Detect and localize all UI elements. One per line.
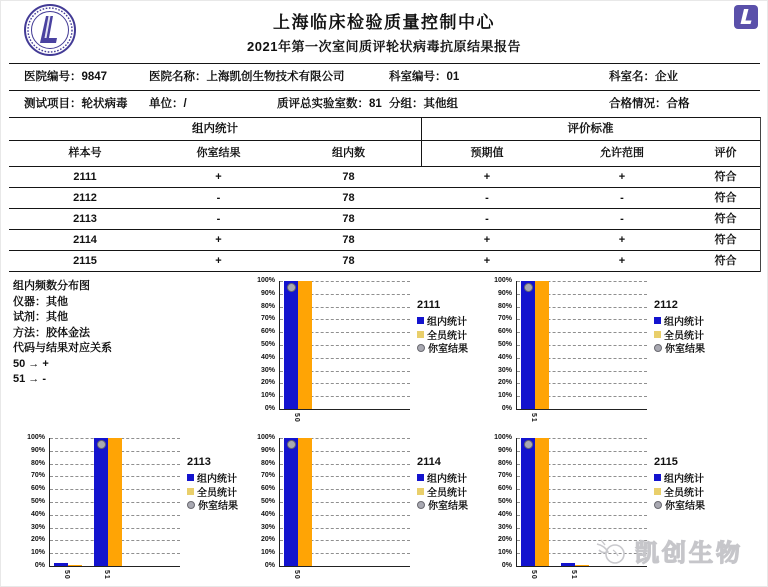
y-tick-label: 60% <box>260 328 275 336</box>
legend-square-icon <box>654 317 661 324</box>
table-cell: 2111 <box>73 171 97 183</box>
chart-plot <box>49 438 180 567</box>
y-tick-label: 40% <box>30 510 45 518</box>
x-tick-label: 50 <box>293 570 300 580</box>
y-tick-label: 0% <box>501 562 512 569</box>
legend-item <box>187 471 238 485</box>
your-result-marker-icon <box>524 440 533 449</box>
group-header: 组内统计 <box>192 123 238 135</box>
column-header: 你室结果 <box>196 147 241 159</box>
legend-label: 组内统计 <box>197 474 237 486</box>
chart-legend <box>187 456 238 512</box>
legend-label: 组内统计 <box>664 317 704 329</box>
y-tick-label: 50% <box>30 498 45 505</box>
table-group-header-row <box>9 118 760 141</box>
page-title: 上海临床检验质量控制中心 <box>273 13 495 32</box>
y-tick-label: 20% <box>497 536 512 544</box>
legend-label: 全员统计 <box>664 330 704 342</box>
y-tick-label: 70% <box>30 472 45 480</box>
x-tick-label: 50 <box>293 413 300 423</box>
table-cell: 符合 <box>714 255 737 267</box>
legend-label: 全员统计 <box>664 487 704 499</box>
y-tick-label: 30% <box>260 523 275 531</box>
legend-item <box>654 341 705 355</box>
column-header: 样本号 <box>68 147 102 159</box>
x-tick-label: 51 <box>103 570 110 580</box>
legend-item <box>417 314 468 328</box>
info-item: 单位：/ <box>149 98 187 110</box>
y-tick-label: 80% <box>260 302 275 310</box>
bar-group-stat <box>521 281 535 409</box>
legend-dot-icon <box>187 501 195 509</box>
legend-label: 你室结果 <box>198 501 238 513</box>
y-tick-label: 50% <box>260 341 275 348</box>
bar-overall-stat <box>298 438 312 566</box>
y-tick-label: 50% <box>497 498 512 505</box>
table-cell: 78 <box>342 192 355 204</box>
y-tick-label: 90% <box>497 446 512 454</box>
legend-square-icon <box>417 317 424 324</box>
legend-item <box>417 485 468 499</box>
chart-legend <box>654 299 705 355</box>
table-cell: 2113 <box>73 213 97 225</box>
notes-line: 代码与结果对应关系 <box>13 342 112 354</box>
table-cell: + <box>215 234 222 246</box>
info-item: 质评总实验室数：81 <box>277 98 382 110</box>
y-tick-label: 10% <box>30 549 45 557</box>
chart-2114 <box>241 432 469 587</box>
brand-logo-icon <box>734 5 758 29</box>
y-tick-label: 70% <box>260 472 275 480</box>
y-tick-label: 70% <box>497 315 512 323</box>
y-tick-label: 10% <box>260 392 275 400</box>
y-tick-label: 60% <box>260 485 275 493</box>
column-header: 评价 <box>714 147 737 159</box>
table-row <box>9 230 760 251</box>
legend-label: 你室结果 <box>428 344 468 356</box>
watermark-text: 凯创生物 <box>635 540 743 567</box>
table-row <box>9 167 760 188</box>
y-tick-label: 90% <box>260 446 275 454</box>
legend-square-icon <box>654 331 661 338</box>
bar-overall-stat <box>535 438 549 566</box>
table-cell: + <box>618 255 626 267</box>
legend-label: 全员统计 <box>197 487 237 499</box>
legend-dot-icon <box>654 501 662 509</box>
y-tick-label: 80% <box>497 459 512 467</box>
y-tick-label: 30% <box>30 523 45 531</box>
y-tick-label: 20% <box>260 536 275 544</box>
watermark <box>593 533 743 568</box>
column-header: 组内数 <box>332 147 365 159</box>
notes-block <box>13 279 112 388</box>
legend-square-icon <box>654 488 661 495</box>
table-row <box>9 251 760 272</box>
y-tick-label: 30% <box>260 366 275 374</box>
y-tick-label: 50% <box>497 341 512 348</box>
group-header: 评价标准 <box>567 123 614 135</box>
y-tick-label: 0% <box>501 405 512 412</box>
y-tick-label: 100% <box>257 434 275 441</box>
notes-title: 组内频数分布图 <box>13 280 90 292</box>
y-tick-label: 10% <box>497 549 512 557</box>
table-cell: - <box>216 192 221 204</box>
x-tick-label: 50 <box>63 570 70 580</box>
legend-square-icon <box>417 474 424 481</box>
legend-item <box>417 498 468 512</box>
table-cell: + <box>483 234 491 246</box>
table-header-row <box>9 141 760 167</box>
y-tick-label: 100% <box>257 277 275 284</box>
table-cell: - <box>216 213 221 225</box>
table-header-divider <box>421 118 422 167</box>
y-tick-label: 0% <box>264 562 275 569</box>
info-item: 科室名：企业 <box>609 71 678 83</box>
chart-id-label: 2113 <box>187 456 211 468</box>
notes-line: 仪器：其他 <box>13 295 68 308</box>
table-cell: 2115 <box>73 255 97 267</box>
column-header: 允许范围 <box>600 147 644 159</box>
chart-legend <box>654 456 705 512</box>
bar-overall-stat <box>535 281 549 409</box>
legend-item <box>654 485 705 499</box>
legend-dot-icon <box>654 344 662 352</box>
chart-id-label: 2115 <box>654 456 678 468</box>
legend-item <box>187 498 238 512</box>
table-cell: + <box>483 171 491 183</box>
legend-label: 组内统计 <box>427 474 467 486</box>
y-tick-label: 30% <box>497 366 512 374</box>
bar-group-stat <box>284 438 298 566</box>
table-cell: 78 <box>342 255 355 267</box>
legend-square-icon <box>417 331 424 338</box>
y-tick-label: 60% <box>497 328 512 336</box>
y-tick-label: 50% <box>260 498 275 505</box>
legend-dot-icon <box>417 344 425 352</box>
info-item: 医院编号：9847 <box>24 71 108 83</box>
legend-label: 你室结果 <box>665 501 705 513</box>
y-tick-label: 60% <box>30 485 45 493</box>
y-tick-label: 40% <box>497 510 512 518</box>
legend-item <box>417 328 468 342</box>
chart-plot <box>279 281 410 410</box>
bar-group-stat <box>54 563 68 566</box>
table-cell: 符合 <box>714 234 737 246</box>
table-cell: + <box>618 171 626 183</box>
y-tick-label: 20% <box>497 379 512 387</box>
y-tick-label: 10% <box>260 549 275 557</box>
your-result-marker-icon <box>97 440 106 449</box>
chart-id-label: 2111 <box>417 299 441 311</box>
legend-square-icon <box>654 474 661 481</box>
report-table <box>9 117 761 272</box>
legend-square-icon <box>417 488 424 495</box>
table-cell: 符合 <box>714 171 737 183</box>
bar-overall-stat <box>575 565 589 566</box>
chart-id-label: 2114 <box>417 456 441 468</box>
info-item: 合格情况：合格 <box>609 98 690 110</box>
chart-2112 <box>478 275 706 431</box>
watermark-bird-icon <box>593 534 629 568</box>
legend-dot-icon <box>417 501 425 509</box>
table-cell: 2114 <box>73 234 97 246</box>
y-tick-label: 30% <box>497 523 512 531</box>
chart-legend <box>417 456 468 512</box>
chart-2111 <box>241 275 469 431</box>
report-subtitle: 2021年第一次室间质评轮状病毒抗原结果报告 <box>247 39 521 54</box>
table-cell: 78 <box>342 171 355 183</box>
table-row <box>9 188 760 209</box>
info-row-2 <box>9 90 760 118</box>
bar-overall-stat <box>108 438 122 566</box>
column-header: 预期值 <box>470 147 504 159</box>
table-cell: 符合 <box>714 192 737 204</box>
legend-label: 组内统计 <box>664 474 704 486</box>
chart-2113 <box>11 432 239 587</box>
chart-plot <box>279 438 410 567</box>
x-tick-label: 50 <box>530 570 537 580</box>
bar-overall-stat <box>298 281 312 409</box>
y-tick-label: 100% <box>27 434 45 441</box>
info-item: 分组：其他组 <box>389 98 458 110</box>
your-result-marker-icon <box>287 440 296 449</box>
legend-item <box>654 328 705 342</box>
table-cell: + <box>618 234 626 246</box>
your-result-marker-icon <box>287 283 296 292</box>
y-tick-label: 90% <box>30 446 45 454</box>
legend-item <box>654 471 705 485</box>
info-item: 测试项目：轮状病毒 <box>24 98 128 110</box>
y-tick-label: 20% <box>260 379 275 387</box>
y-tick-label: 100% <box>494 277 512 284</box>
x-tick-label: 51 <box>570 570 577 580</box>
legend-square-icon <box>187 488 194 495</box>
y-tick-label: 40% <box>497 353 512 361</box>
y-tick-label: 80% <box>497 302 512 310</box>
notes-line: 方法：胶体金法 <box>13 326 90 339</box>
notes-line: 51 → - <box>13 373 47 385</box>
table-cell: 78 <box>342 213 355 225</box>
bar-group-stat <box>94 438 108 566</box>
y-tick-label: 0% <box>34 562 45 569</box>
info-item: 科室编号：01 <box>389 71 460 83</box>
y-tick-label: 70% <box>260 315 275 323</box>
table-cell: - <box>485 192 489 204</box>
notes-line: 试剂：其他 <box>13 311 68 323</box>
y-tick-label: 70% <box>497 472 512 480</box>
bar-group-stat <box>284 281 298 409</box>
your-result-marker-icon <box>524 283 533 292</box>
table-cell: + <box>215 255 222 267</box>
info-item: 医院名称：上海凯创生物技术有限公司 <box>149 71 345 83</box>
y-tick-label: 0% <box>264 405 275 412</box>
y-tick-label: 40% <box>260 510 275 518</box>
table-cell: 78 <box>342 234 355 246</box>
x-tick-label: 51 <box>530 413 537 423</box>
table-cell: + <box>215 171 222 183</box>
legend-label: 组内统计 <box>427 317 467 329</box>
legend-label: 全员统计 <box>427 487 467 499</box>
chart-plot <box>516 281 647 410</box>
y-tick-label: 90% <box>497 289 512 297</box>
table-cell: - <box>620 192 624 204</box>
table-row <box>9 209 760 230</box>
y-tick-label: 80% <box>260 459 275 467</box>
y-tick-label: 20% <box>30 536 45 544</box>
table-cell: 2112 <box>73 192 97 204</box>
chart-legend <box>417 299 468 355</box>
y-tick-label: 80% <box>30 459 45 467</box>
info-row-1 <box>9 63 760 91</box>
bar-group-stat <box>561 563 575 566</box>
y-tick-label: 100% <box>494 434 512 441</box>
legend-item <box>417 341 468 355</box>
bar-group-stat <box>521 438 535 566</box>
table-cell: - <box>485 213 489 225</box>
legend-item <box>187 485 238 499</box>
notes-line: 50 → + <box>13 357 49 370</box>
bar-overall-stat <box>68 565 82 566</box>
legend-item <box>654 314 705 328</box>
legend-label: 你室结果 <box>428 501 468 513</box>
legend-label: 你室结果 <box>665 344 705 356</box>
table-cell: 符合 <box>714 213 737 225</box>
legend-square-icon <box>187 474 194 481</box>
y-tick-label: 60% <box>497 485 512 493</box>
legend-item <box>417 471 468 485</box>
y-tick-label: 90% <box>260 289 275 297</box>
chart-id-label: 2112 <box>654 299 678 311</box>
y-tick-label: 40% <box>260 353 275 361</box>
table-cell: - <box>620 213 624 225</box>
legend-label: 全员统计 <box>427 330 467 342</box>
y-tick-label: 10% <box>497 392 512 400</box>
table-cell: + <box>483 255 491 267</box>
legend-item <box>654 498 705 512</box>
